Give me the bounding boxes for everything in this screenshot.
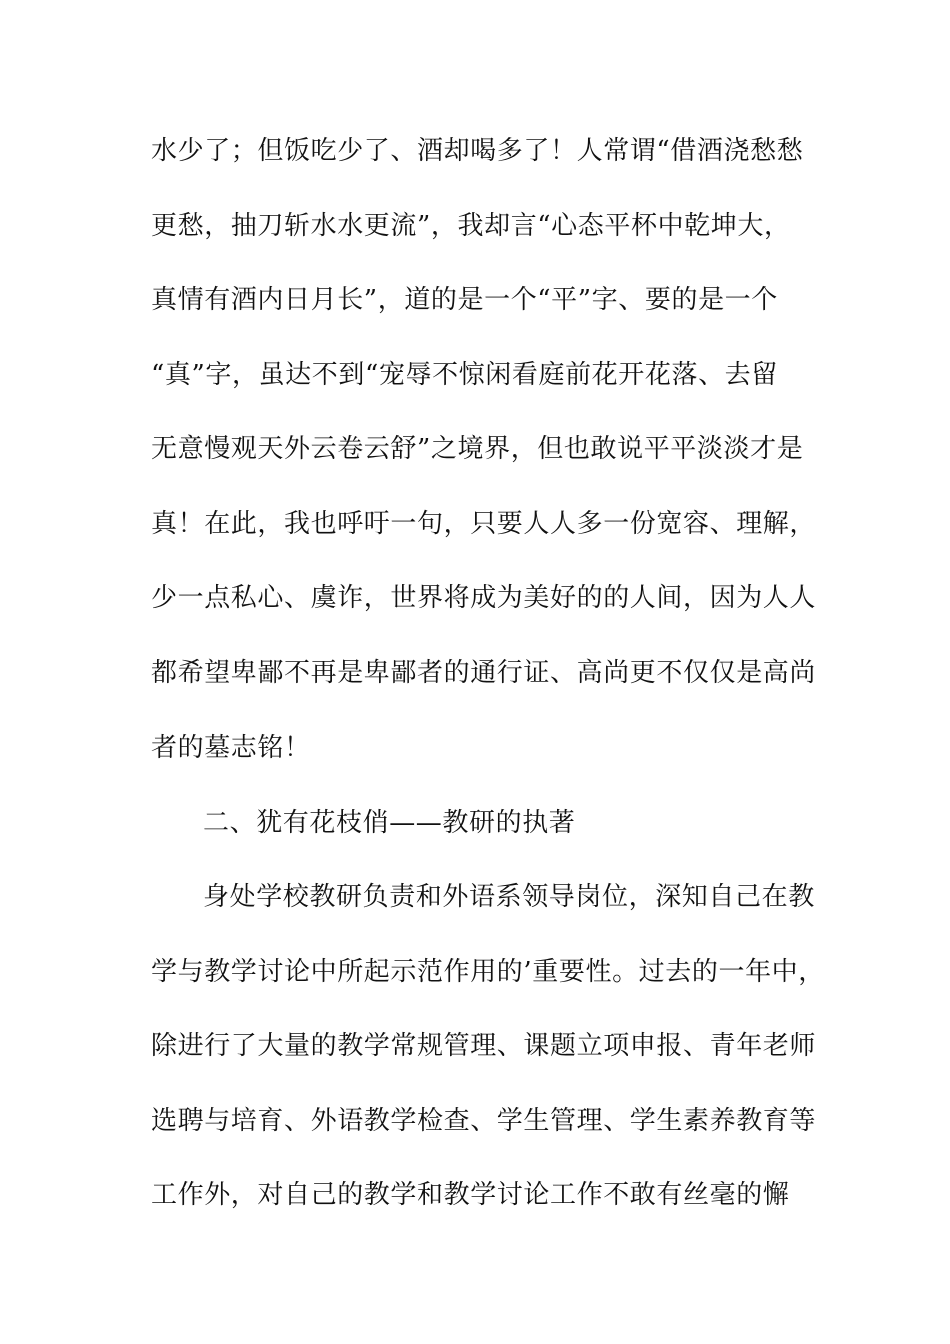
paragraph-line-13: 选聘与培育、外语教学检查、学生管理、学生素养教育等: [151, 1106, 817, 1136]
paragraph-line-12: 除进行了大量的教学常规管理、课题立项申报、青年老师: [151, 1031, 817, 1061]
paragraph-line-1: 水少了；但饭吃少了、酒却喝多了！人常谓“借酒浇愁愁: [151, 136, 804, 166]
paragraph-line-7: 少一点私心、虞诈，世界将成为美好的的人间，因为人人: [151, 583, 817, 613]
paragraph-line-9: 者的墓志铭！: [151, 733, 311, 763]
paragraph-line-3: 真情有酒内日月长”，道的是一个“平”字、要的是一个: [151, 285, 778, 315]
section-heading: 二、犹有花枝俏——教研的执著: [203, 808, 576, 838]
paragraph-line-2: 更愁，抽刀斩水水更流”，我却言“心态平杯中乾坤大，: [151, 211, 791, 241]
paragraph-line-11: 学与教学讨论中所起示范作用的’重要性。过去的一年中，: [151, 957, 825, 987]
paragraph-line-6: 真！在此，我也呼吁一句，只要人人多一份宽容、理解，: [151, 509, 817, 539]
paragraph-line-8: 都希望卑鄙不再是卑鄙者的通行证、高尚更不仅仅是高尚: [151, 658, 817, 688]
paragraph-line-10: 身处学校教研负责和外语系领导岗位，深知自己在教: [203, 882, 815, 912]
paragraph-line-14: 工作外，对自己的教学和教学讨论工作不敢有丝毫的懈: [151, 1180, 790, 1210]
paragraph-line-4: “真”字，虽达不到“宠辱不惊闲看庭前花开花落、去留: [151, 360, 778, 390]
paragraph-line-5: 无意慢观天外云卷云舒”之境界，但也敢说平平淡淡才是: [151, 434, 804, 464]
